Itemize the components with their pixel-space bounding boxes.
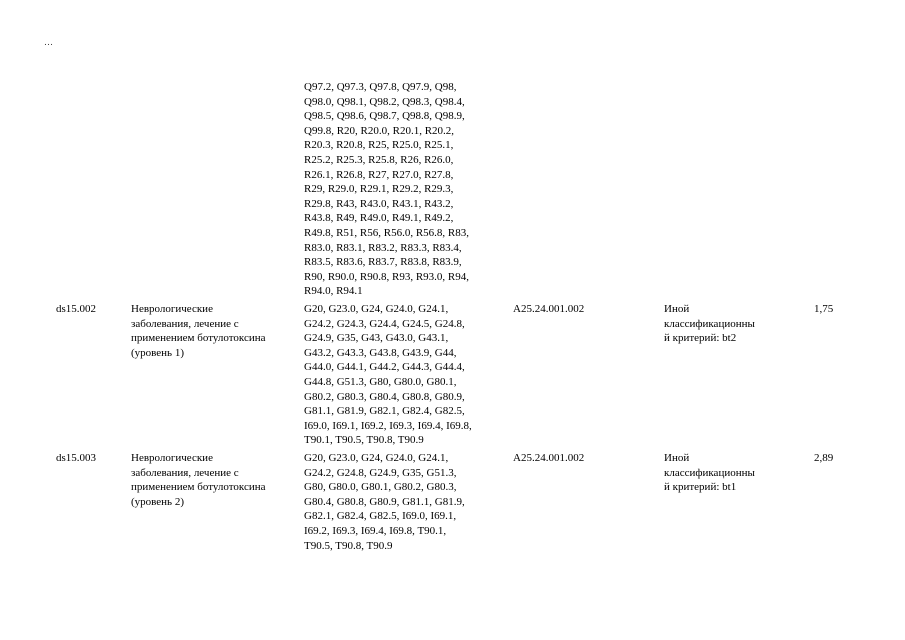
row-mkb-codes: G20, G23.0, G24, G24.0, G24.1, G24.2, G24.8, G24.9, G35, G51.3, G80, G80.0, G80.1, G80.2, G80.3, G80.4, G80.8, G80.9, G81.1, G81.9, G82.1, G82.4, G82.5, I69.0, I69.1, I69.2, I69.3, I69.4, I69.8, T90.1, T90.5, T90.8, T90.9 <box>304 452 465 552</box>
row-name: Неврологические заболевания, лечение с применением ботулотоксина (уровень 1) <box>131 303 266 359</box>
row-coefficient: 2,89 <box>814 452 834 464</box>
row-code: ds15.002 <box>56 303 97 315</box>
row-service-code: A25.24.001.002 <box>513 303 585 315</box>
row-criterion: Иной классификационны й критерий: bt1 <box>664 452 755 494</box>
row-service-code: A25.24.001.002 <box>513 452 585 464</box>
row-code: ds15.003 <box>56 452 97 464</box>
page-mark: … <box>44 37 53 47</box>
mkb-codes-continuation: Q97.2, Q97.3, Q97.8, Q97.9, Q98, Q98.0, Q98.1, Q98.2, Q98.3, Q98.4, Q98.5, Q98.6, Q98.7, Q98.8, Q98.9, Q99.8, R20, R20.0, R20.1, R20.2, R20.3, R20.8, R25, R25.0, R25.1, R25.2, R25.3, R25.8, R26, R26.0, R26.1, R26.8, R27, R27.0, R27.8, R29, R29.0, R29.1, R29.2, R29.3, R29.8, R43, R43.0, R43.1, R43.2, R43.8, R49, R49.0, R49.1, R49.2, R49.8, R51, R56, R56.0, R56.8, R83, R83.0, R83.1, R83.2, R83.3, R83.4, R83.5, R83.6, R83.7, R83.8, R83.9, R90, R90.0, R90.8, R93, R93.0, R94, R94.0, R94.1 <box>304 81 470 298</box>
row-criterion: Иной классификационны й критерий: bt2 <box>664 303 755 345</box>
row-coefficient: 1,75 <box>814 303 834 315</box>
row-mkb-codes: G20, G23.0, G24, G24.0, G24.1, G24.2, G24.3, G24.4, G24.5, G24.8, G24.9, G35, G43, G43.0, G43.1, G43.2, G43.3, G43.8, G43.9, G44, G44.0, G44.1, G44.2, G44.3, G44.4, G44.8, G51.3, G80, G80.0, G80.1, G80.2, G80.3, G80.4, G80.8, G80.9, G81.1, G81.9, G82.1, G82.4, G82.5, I69.0, I69.1, I69.2, I69.3, I69.4, I69.8, T90.1, T90.5, T90.8, T90.9 <box>304 303 472 447</box>
row-name: Неврологические заболевания, лечение с применением ботулотоксина (уровень 2) <box>131 452 266 508</box>
